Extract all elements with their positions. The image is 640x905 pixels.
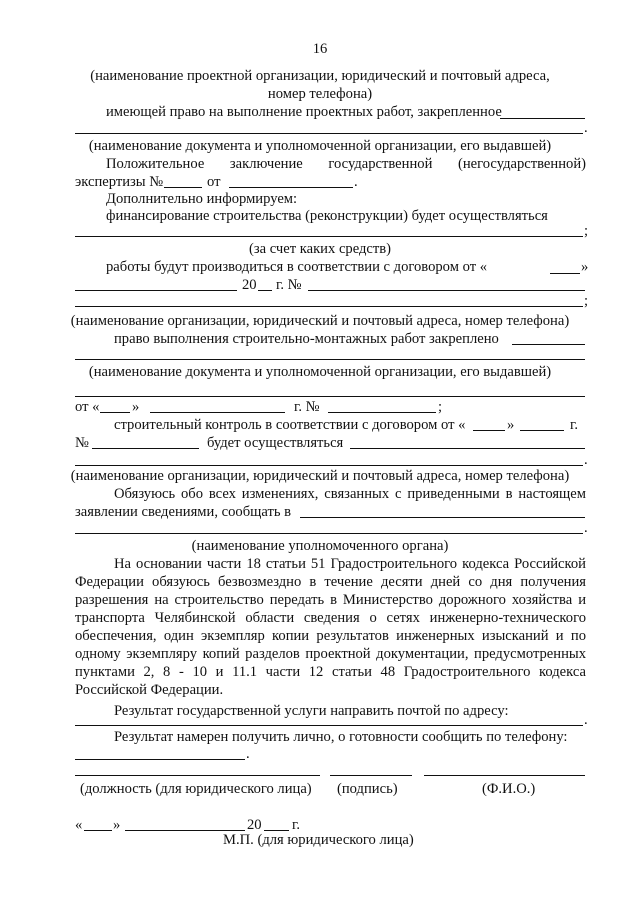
text-number-sign: № — [75, 435, 89, 451]
period: . — [246, 746, 250, 762]
blank-design-doc-line2[interactable] — [75, 133, 583, 134]
stamp-place: М.П. (для юридического лица) — [223, 832, 414, 848]
text-additionally: Дополнительно информируем: — [106, 191, 298, 207]
blank-doc-number[interactable] — [328, 412, 436, 413]
text-positive-conclusion: Положительное заключение государственной (негосударственной) — [106, 156, 586, 172]
blank-construction-doc-line3[interactable] — [75, 396, 585, 397]
text-works-contract: работы будут производиться в соответствии с договором от « — [106, 259, 488, 275]
blank-expertise-date[interactable] — [229, 187, 353, 188]
blank-doc-day[interactable] — [100, 412, 130, 413]
blank-supervision-number[interactable] — [92, 448, 199, 449]
paragraph-line: одному экземпляру копий разделов проектной документации, предусмотренных — [75, 646, 586, 662]
page-number: 16 — [312, 41, 328, 57]
text-g-no: г. № — [294, 399, 320, 415]
blank-design-doc[interactable] — [500, 118, 585, 119]
blank-authority[interactable] — [300, 517, 585, 518]
quote-close: » — [581, 259, 589, 275]
caption-document-issuer-2: (наименование документа и уполномоченной организации, его выдавшей) — [88, 364, 552, 380]
caption-funds: (за счет каких средств) — [248, 241, 392, 257]
blank-contract-number[interactable] — [308, 290, 585, 291]
semicolon: ; — [584, 223, 589, 239]
blank-expertise-number[interactable] — [164, 187, 202, 188]
date-quote-open: « — [75, 817, 83, 833]
text-from: от — [207, 174, 221, 190]
caption-organization: (наименование организации, юридический и почтовый адреса, номер телефона) — [70, 313, 570, 329]
date-quote-close: » — [113, 817, 121, 833]
blank-date-day[interactable] — [84, 830, 112, 831]
paragraph-line: разрешения на строительство передать в Министерство дорожного хозяйства и — [75, 592, 586, 608]
caption-project-org: (наименование проектной организации, юридический и почтовый адреса, — [90, 68, 550, 84]
period: . — [584, 712, 588, 728]
paragraph-line: пунктами 2, 8 - 10 и 11.1 части 12 статьи 48 Градостроительного кодекса — [75, 664, 586, 680]
period: . — [584, 520, 588, 536]
blank-contract-month[interactable] — [75, 290, 237, 291]
blank-supervision-day[interactable] — [473, 430, 505, 431]
period: . — [584, 452, 588, 468]
caption-authority: (наименование уполномоченного органа) — [191, 538, 449, 554]
text-obligation-changes: Обязуюсь обо всех изменениях, связанных с приведенными в настоящем — [114, 486, 586, 502]
blank-supervisor[interactable] — [350, 448, 585, 449]
caption-document-issuer: (наименование документа и уполномоченной организации, его выдавшей) — [88, 138, 552, 154]
quote-close: » — [132, 399, 140, 415]
paragraph-line: Российской Федерации. — [75, 682, 224, 698]
text-g-no: г. № — [276, 277, 302, 293]
period: . — [584, 120, 588, 136]
blank-financing-source[interactable] — [75, 236, 583, 237]
blank-construction-doc-line2[interactable] — [75, 359, 585, 360]
quote-close: » — [507, 417, 515, 433]
blank-construction-doc[interactable] — [512, 344, 585, 345]
caption-position: (должность (для юридического лица) — [80, 781, 312, 797]
signature-name-line[interactable] — [424, 775, 585, 776]
blank-doc-month-year[interactable] — [150, 412, 285, 413]
text-design-right: имеющей право на выполнение проектных работ, закрепленное — [106, 104, 502, 120]
text-notify: заявлении сведениями, сообщать в — [75, 504, 292, 520]
text-from-quote: от « — [75, 399, 100, 415]
paragraph-line: транспорта Челябинской области сведения о сетях инженерно-технического — [75, 610, 586, 626]
text-expertise-no: экспертизы № — [75, 174, 164, 190]
caption-phone: номер телефона) — [267, 86, 373, 102]
blank-authority-line2[interactable] — [75, 533, 583, 534]
signature-position-line[interactable] — [75, 775, 320, 776]
paragraph-line: Федерации обязуюсь безвозмездно в течение десяти дней со дня получения — [75, 574, 586, 590]
blank-supervision-month[interactable] — [520, 430, 564, 431]
semicolon: ; — [584, 293, 589, 309]
text-construction-right: право выполнения строительно-монтажных работ закреплено — [114, 331, 499, 347]
blank-supervisor-line2[interactable] — [75, 465, 583, 466]
text-supervision-contract: строительный контроль в соответствии с договором от « — [114, 417, 466, 433]
text-result-in-person: Результат намерен получить лично, о готовности сообщить по телефону: — [114, 729, 568, 745]
blank-contractor[interactable] — [75, 306, 583, 307]
paragraph-line: обеспечения, один экземпляр копии результатов инженерных изысканий и по — [75, 628, 586, 644]
semicolon: ; — [438, 399, 443, 415]
text-financing: финансирование строительства (реконструкции) будет осуществляться — [106, 208, 548, 224]
blank-contract-year[interactable] — [258, 290, 272, 291]
caption-full-name: (Ф.И.О.) — [482, 781, 536, 797]
caption-organization-2: (наименование организации, юридический и почтовый адреса, номер телефона) — [70, 468, 570, 484]
text-will-be-done: будет осуществляться — [207, 435, 344, 451]
blank-phone[interactable] — [75, 759, 245, 760]
text-g: г. — [570, 417, 578, 433]
blank-mail-address[interactable] — [75, 725, 583, 726]
date-g: г. — [292, 817, 300, 833]
paragraph-line: На основании части 18 статьи 51 Градостроительного кодекса Российской — [114, 556, 586, 572]
date-year: 20 — [247, 817, 262, 833]
blank-contract-day[interactable] — [550, 273, 580, 274]
text-year: 20 — [242, 277, 257, 293]
period: . — [354, 174, 358, 190]
signature-line[interactable] — [330, 775, 412, 776]
text-result-by-mail: Результат государственной услуги направить почтой по адресу: — [114, 703, 509, 719]
caption-signature: (подпись) — [337, 781, 398, 797]
